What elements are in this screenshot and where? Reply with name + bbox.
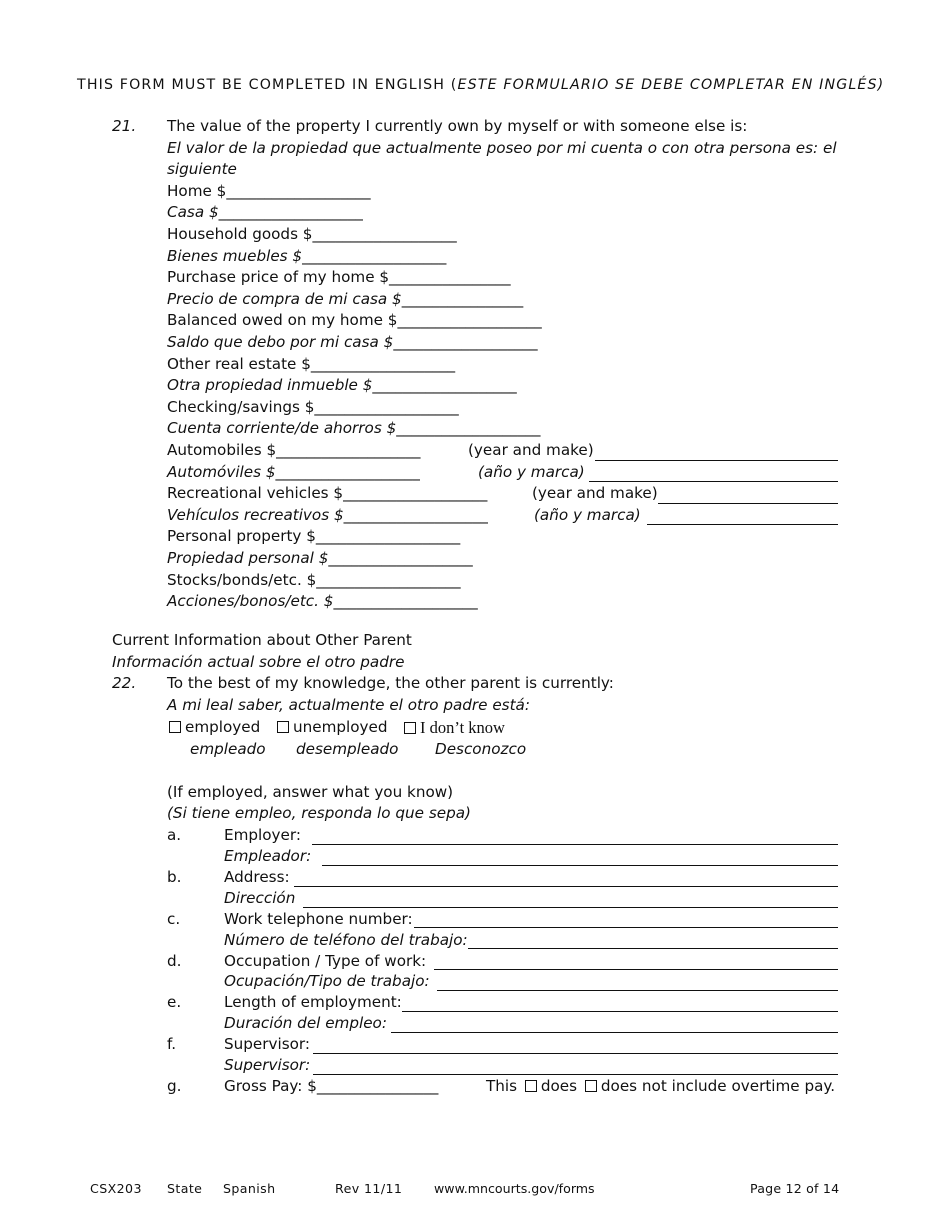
- q22-text-en: To the best of my knowledge, the other parent is currently:: [167, 674, 614, 692]
- occupation-line[interactable]: [434, 969, 838, 970]
- address-line[interactable]: [294, 886, 838, 887]
- work-telephone-line[interactable]: [414, 927, 838, 928]
- automoviles-ano-marca-label: (año y marca): [478, 463, 585, 481]
- duracion-empleo-line[interactable]: [391, 1032, 838, 1033]
- q22-text-es: A mi leal saber, actualmente el otro padre está:: [167, 696, 530, 714]
- bienes-muebles-field[interactable]: Bienes muebles $___________________: [167, 247, 447, 265]
- vehiculos-recreativos-field[interactable]: Vehículos recreativos $___________________: [167, 506, 488, 524]
- checking-savings-field[interactable]: Checking/savings $___________________: [167, 398, 459, 416]
- if-employed-en: (If employed, answer what you know): [167, 783, 454, 801]
- item-c-letter: c.: [167, 910, 181, 928]
- header-spanish: ESTE FORMULARIO SE DEBE COMPLETAR EN INGLÉS): [457, 77, 885, 93]
- footer-language: Spanish: [223, 1181, 276, 1196]
- supervisor-es-label: Supervisor:: [224, 1056, 311, 1074]
- overtime-statement: [486, 1077, 835, 1095]
- automoviles-ano-marca-line[interactable]: [589, 481, 838, 482]
- other-real-estate-field[interactable]: Other real estate $___________________: [167, 355, 456, 373]
- unknown-checkbox[interactable]: [404, 722, 416, 734]
- unknown-label: I don’t know: [420, 718, 505, 737]
- automobiles-year-make-line[interactable]: [595, 460, 838, 461]
- stocks-bonds-field[interactable]: Stocks/bonds/etc. $___________________: [167, 571, 461, 589]
- balance-owed-field[interactable]: Balanced owed on my home $___________________: [167, 311, 542, 329]
- employed-label-es: empleado: [190, 740, 266, 758]
- length-employment-label: Length of employment:: [224, 993, 402, 1011]
- footer-url[interactable]: www.mncourts.gov/forms: [434, 1181, 595, 1196]
- purchase-price-field[interactable]: Purchase price of my home $________________: [167, 268, 511, 286]
- employer-label: Employer:: [224, 826, 301, 844]
- telefono-trabajo-line[interactable]: [468, 948, 838, 949]
- saldo-field[interactable]: Saldo que debo por mi casa $___________________: [167, 333, 538, 351]
- footer-form-id: CSX203: [90, 1181, 142, 1196]
- direccion-line[interactable]: [303, 907, 838, 908]
- q21-number: 21.: [112, 117, 137, 135]
- footer-state: State: [167, 1181, 203, 1196]
- footer-rev: Rev 11/11: [335, 1181, 403, 1196]
- precio-compra-field[interactable]: Precio de compra de mi casa $________________: [167, 290, 524, 308]
- section-title-en: Current Information about Other Parent: [112, 631, 412, 649]
- form-header: [77, 77, 884, 93]
- automobiles-field[interactable]: Automobiles $___________________: [167, 441, 421, 459]
- supervisor-label: Supervisor:: [224, 1035, 311, 1053]
- if-employed-es: (Si tiene empleo, responda lo que sepa): [167, 804, 471, 822]
- supervisor-es-line[interactable]: [313, 1074, 838, 1075]
- unemployed-option[interactable]: [277, 718, 388, 736]
- footer-page-number: Page 12 of 14: [750, 1181, 840, 1196]
- employer-line[interactable]: [312, 844, 838, 845]
- vehiculos-ano-marca-label: (año y marca): [534, 506, 641, 524]
- section-title-es: Información actual sobre el otro padre: [112, 653, 405, 671]
- casa-field[interactable]: Casa $___________________: [167, 203, 363, 221]
- header-english: THIS FORM MUST BE COMPLETED IN ENGLISH (: [77, 77, 458, 93]
- q21-text-en: The value of the property I currently own by myself or with someone else is:: [167, 117, 748, 135]
- item-f-letter: f.: [167, 1035, 177, 1053]
- overtime-does-not-checkbox[interactable]: [585, 1080, 597, 1092]
- employed-label: employed: [185, 718, 261, 736]
- cuenta-corriente-field[interactable]: Cuenta corriente/de ahorros $___________________: [167, 419, 541, 437]
- employed-checkbox[interactable]: [169, 721, 181, 733]
- automobiles-year-make-label: (year and make): [468, 441, 594, 459]
- household-goods-field[interactable]: Household goods $___________________: [167, 225, 457, 243]
- duracion-empleo-label: Duración del empleo:: [224, 1014, 387, 1032]
- unemployed-label: unemployed: [293, 718, 388, 736]
- supervisor-line[interactable]: [313, 1053, 838, 1054]
- item-g-letter: g.: [167, 1077, 182, 1095]
- q22-number: 22.: [112, 674, 137, 692]
- personal-property-field[interactable]: Personal property $___________________: [167, 527, 461, 545]
- unknown-option[interactable]: [404, 718, 505, 738]
- q21-text-es-2: siguiente: [167, 160, 237, 178]
- q21-text-es-1: El valor de la propiedad que actualmente poseo por mi cuenta o con otra persona es: el: [167, 139, 837, 157]
- propiedad-personal-field[interactable]: Propiedad personal $___________________: [167, 549, 473, 567]
- recreational-vehicles-field[interactable]: Recreational vehicles $___________________: [167, 484, 488, 502]
- employed-option[interactable]: [169, 718, 260, 736]
- rv-year-make-label: (year and make): [532, 484, 658, 502]
- item-e-letter: e.: [167, 993, 182, 1011]
- vehiculos-ano-marca-line[interactable]: [647, 524, 838, 525]
- overtime-does-checkbox[interactable]: [525, 1080, 537, 1092]
- empleador-label: Empleador:: [224, 847, 312, 865]
- length-employment-line[interactable]: [402, 1011, 838, 1012]
- otra-propiedad-field[interactable]: Otra propiedad inmueble $___________________: [167, 376, 517, 394]
- gross-pay-field[interactable]: Gross Pay: $________________: [224, 1077, 439, 1095]
- unemployed-checkbox[interactable]: [277, 721, 289, 733]
- ocupacion-line[interactable]: [437, 990, 838, 991]
- item-d-letter: d.: [167, 952, 182, 970]
- occupation-label: Occupation / Type of work:: [224, 952, 427, 970]
- automoviles-field[interactable]: Automóviles $___________________: [167, 463, 420, 481]
- item-b-letter: b.: [167, 868, 182, 886]
- unemployed-label-es: desempleado: [296, 740, 399, 758]
- empleador-line[interactable]: [322, 865, 838, 866]
- item-a-letter: a.: [167, 826, 182, 844]
- overtime-does-label: does: [540, 1077, 578, 1095]
- work-telephone-label: Work telephone number:: [224, 910, 413, 928]
- rv-year-make-line[interactable]: [658, 503, 838, 504]
- overtime-does-not-label: does not include overtime pay.: [600, 1077, 836, 1095]
- acciones-bonos-field[interactable]: Acciones/bonos/etc. $___________________: [167, 592, 478, 610]
- home-field[interactable]: Home $___________________: [167, 182, 371, 200]
- direccion-label: Dirección: [224, 889, 296, 907]
- address-label: Address:: [224, 868, 290, 886]
- overtime-this-label: This: [486, 1077, 518, 1095]
- telefono-trabajo-label: Número de teléfono del trabajo:: [224, 931, 468, 949]
- unknown-label-es: Desconozco: [435, 740, 527, 758]
- ocupacion-label: Ocupación/Tipo de trabajo:: [224, 972, 430, 990]
